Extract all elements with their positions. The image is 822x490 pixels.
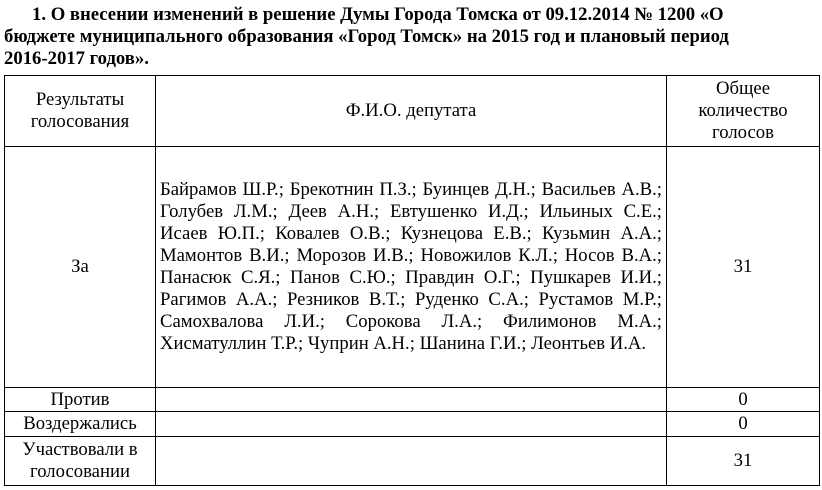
table-header-row [5, 76, 820, 147]
header-total: Общее количество голосов [667, 76, 820, 147]
heading-line-3: 2016-2017 годов». [4, 48, 149, 69]
vote-count: 31 [667, 146, 820, 388]
table-row [5, 388, 820, 412]
agenda-item-heading [4, 4, 822, 70]
heading-line-1: 1. О внесении изменений в решение Думы Города Томска от 09.12.2014 № 1200 «О [32, 4, 724, 25]
header-deputy: Ф.И.О. депутата [156, 76, 667, 147]
result-label: За [5, 146, 156, 388]
result-label: Участвовали в голосовании [5, 436, 156, 485]
header-result: Результаты голосования [5, 76, 156, 147]
table-row [5, 146, 820, 388]
result-label: Воздержались [5, 412, 156, 436]
voting-results-table [4, 75, 820, 486]
vote-count: 31 [667, 436, 820, 485]
table-row [5, 412, 820, 436]
vote-count: 0 [667, 388, 820, 412]
result-label: Против [5, 388, 156, 412]
table-row [5, 436, 820, 485]
deputy-list [156, 412, 667, 436]
deputy-list [156, 388, 667, 412]
deputy-list: Байрамов Ш.Р.; Брекотнин П.З.; Буинцев Д.Н.; Васильев А.В.; Голубев Л.М.; Деев А.Н.; Евтушенко И.Д.; Ильиных С.Е.; Исаев Ю.П.; Ковалев О.В.; Кузнецова Е.В.; Кузьмин А.А.; Мамонтов В.И.; Морозов И.В.; Новожилов К.Л.; Носов В.А.; Панасюк С.Я.; Панов С.Ю.; Правдин О.Г.; Пушкарев И.И.; Рагимов А.А.; Резников В.Т.; Руденко С.А.; Рустамов М.Р.; Самохвалова Л.И.; Сорокова Л.А.; Филимонов М.А.; Хисматуллин Т.Р.; Чуприн А.Н.; Шанина Г.И.; Леонтьев И.А. [156, 146, 667, 388]
deputy-list [156, 436, 667, 485]
heading-line-2: бюджете муниципального образования «Город Томск» на 2015 год и плановый период [4, 26, 729, 47]
vote-count: 0 [667, 412, 820, 436]
